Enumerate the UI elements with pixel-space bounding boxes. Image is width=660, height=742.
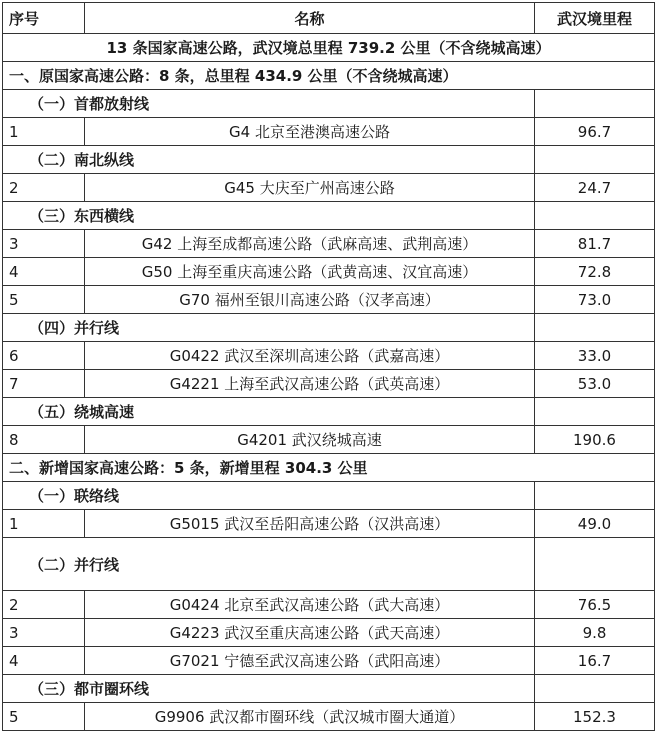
group-title-cell <box>3 398 535 426</box>
table-row <box>3 647 655 675</box>
group-row <box>3 90 655 118</box>
row-mileage: 190.6 <box>535 426 655 454</box>
group-km-empty <box>535 146 655 174</box>
row-number: 5 <box>3 703 85 731</box>
group-title-cell <box>3 538 535 591</box>
table-row <box>3 591 655 619</box>
row-mileage: 96.7 <box>535 118 655 146</box>
group-title-cell <box>3 146 535 174</box>
table-row <box>3 118 655 146</box>
summary-text: 13 条国家高速公路，武汉境总里程 739.2 公里（不含绕城高速） <box>3 34 655 62</box>
group-title: （三）都市圈环线 <box>29 680 150 698</box>
row-mileage: 76.5 <box>535 591 655 619</box>
group-title: （一）首都放射线 <box>29 95 150 113</box>
row-number: 1 <box>3 118 85 146</box>
group-title-cell <box>3 202 535 230</box>
group-title: （三）东西横线 <box>29 207 135 225</box>
row-highway-name: G0422 武汉至深圳高速公路（武嘉高速） <box>85 342 535 370</box>
row-highway-name: G0424 北京至武汉高速公路（武大高速） <box>85 591 535 619</box>
row-highway-name: G50 上海至重庆高速公路（武黄高速、汉宜高速） <box>85 258 535 286</box>
row-number: 7 <box>3 370 85 398</box>
row-number: 4 <box>3 647 85 675</box>
row-number: 8 <box>3 426 85 454</box>
row-highway-name: G7021 宁德至武汉高速公路（武阳高速） <box>85 647 535 675</box>
group-row <box>3 538 655 591</box>
row-highway-name: G4 北京至港澳高速公路 <box>85 118 535 146</box>
group-title: （二）并行线 <box>29 555 120 574</box>
row-highway-name: G5015 武汉至岳阳高速公路（汉洪高速） <box>85 510 535 538</box>
group-km-empty <box>535 314 655 342</box>
group-row <box>3 675 655 703</box>
row-number: 4 <box>3 258 85 286</box>
group-km-empty <box>535 398 655 426</box>
summary-row <box>3 34 655 62</box>
row-mileage: 33.0 <box>535 342 655 370</box>
table-row <box>3 426 655 454</box>
row-mileage: 81.7 <box>535 230 655 258</box>
group-title-cell <box>3 314 535 342</box>
group-km-empty <box>535 482 655 510</box>
header-row <box>3 3 655 34</box>
table-row <box>3 342 655 370</box>
header-km: 武汉境里程 <box>535 3 655 34</box>
row-highway-name: G45 大庆至广州高速公路 <box>85 174 535 202</box>
group-row <box>3 482 655 510</box>
table-row <box>3 286 655 314</box>
row-number: 6 <box>3 342 85 370</box>
group-title-cell <box>3 90 535 118</box>
table-row <box>3 510 655 538</box>
group-row <box>3 146 655 174</box>
group-km-empty <box>535 202 655 230</box>
section-row <box>3 62 655 90</box>
row-mileage: 72.8 <box>535 258 655 286</box>
table-row <box>3 174 655 202</box>
table-row <box>3 703 655 731</box>
group-km-empty <box>535 538 655 591</box>
header-no: 序号 <box>3 3 85 34</box>
row-highway-name: G70 福州至银川高速公路（汉孝高速） <box>85 286 535 314</box>
group-row <box>3 202 655 230</box>
group-title: （二）南北纵线 <box>29 151 135 169</box>
header-name: 名称 <box>85 3 535 34</box>
row-mileage: 73.0 <box>535 286 655 314</box>
group-title: （五）绕城高速 <box>29 403 135 421</box>
row-highway-name: G4201 武汉绕城高速 <box>85 426 535 454</box>
group-title: （一）联络线 <box>29 487 120 505</box>
section-title: 二、新增国家高速公路：5 条，新增里程 304.3 公里 <box>3 454 655 482</box>
row-mileage: 24.7 <box>535 174 655 202</box>
group-row <box>3 398 655 426</box>
group-km-empty <box>535 675 655 703</box>
row-mileage: 16.7 <box>535 647 655 675</box>
table-row <box>3 370 655 398</box>
group-title-cell <box>3 482 535 510</box>
row-mileage: 9.8 <box>535 619 655 647</box>
group-title-cell <box>3 675 535 703</box>
row-mileage: 152.3 <box>535 703 655 731</box>
section-title: 一、原国家高速公路：8 条，总里程 434.9 公里（不含绕城高速） <box>3 62 655 90</box>
group-km-empty <box>535 90 655 118</box>
row-mileage: 53.0 <box>535 370 655 398</box>
row-mileage: 49.0 <box>535 510 655 538</box>
row-highway-name: G9906 武汉都市圈环线（武汉城市圈大通道） <box>85 703 535 731</box>
row-number: 2 <box>3 591 85 619</box>
table-row <box>3 258 655 286</box>
group-row <box>3 314 655 342</box>
section-row <box>3 454 655 482</box>
table-row <box>3 619 655 647</box>
row-number: 1 <box>3 510 85 538</box>
row-number: 2 <box>3 174 85 202</box>
group-title: （四）并行线 <box>29 319 120 337</box>
row-highway-name: G4221 上海至武汉高速公路（武英高速） <box>85 370 535 398</box>
row-number: 5 <box>3 286 85 314</box>
highway-mileage-table <box>2 2 655 731</box>
row-number: 3 <box>3 619 85 647</box>
table-row <box>3 230 655 258</box>
row-number: 3 <box>3 230 85 258</box>
row-highway-name: G42 上海至成都高速公路（武麻高速、武荆高速） <box>85 230 535 258</box>
row-highway-name: G4223 武汉至重庆高速公路（武天高速） <box>85 619 535 647</box>
